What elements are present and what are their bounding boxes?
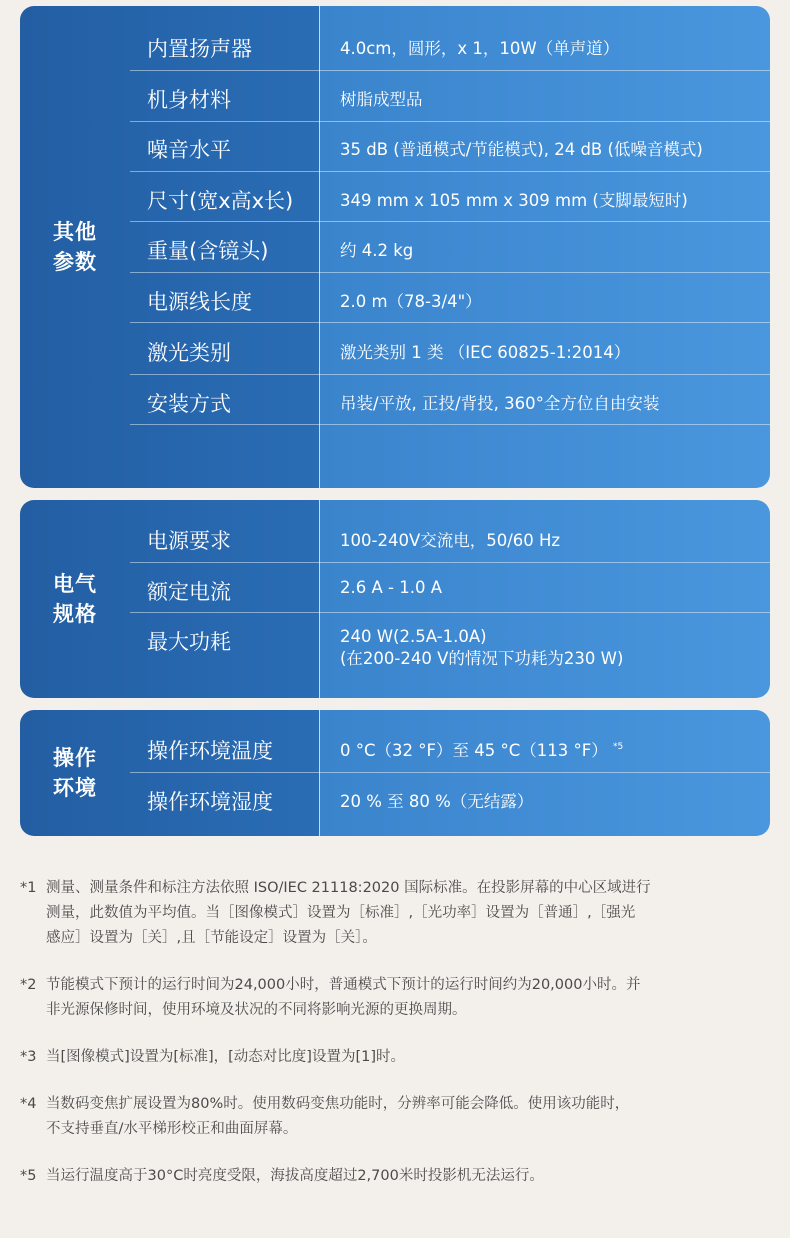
footnote-line: 非光源保修时间，使用环境及状况的不同将影响光源的更换周期。	[46, 1002, 467, 1018]
spec-value	[340, 737, 762, 761]
row-divider	[130, 424, 770, 425]
spec-label: 内置扬声器	[147, 37, 252, 61]
category-label: 其他 参数	[53, 220, 97, 274]
footnote-line: 不支持垂直/水平梯形校正和曲面屏幕。	[46, 1121, 298, 1137]
footnote-line: 节能模式下预计的运行时间为24,000小时，普通模式下预计的运行时间约为20,000小时。并	[46, 977, 641, 993]
row-divider	[130, 70, 770, 71]
column-divider	[319, 500, 320, 698]
spec-label: 最大功耗	[147, 630, 231, 654]
column-divider	[319, 6, 320, 488]
footnote-line: 当数码变焦扩展设置为80%时。使用数码变焦功能时，分辨率可能会降低。使用该功能时，	[46, 1096, 630, 1112]
footnote-number: *2	[20, 977, 37, 993]
spec-label: 操作环境湿度	[147, 790, 273, 814]
row-divider	[130, 374, 770, 375]
row-divider	[130, 121, 770, 122]
footnote-number: *5	[20, 1168, 37, 1184]
spec-value: 20 % 至 80 %（无结露）	[340, 792, 534, 811]
footnote-4	[20, 1092, 775, 1142]
spec-value: 吊装/平放, 正投/背投, 360°全方位自由安装	[340, 394, 660, 413]
footnotes	[20, 876, 775, 1211]
row-divider	[130, 322, 770, 323]
footnote-line: 测量，此数值为平均值。当［图像模式］设置为［标准］,［光功率］设置为［普通］,［强光	[46, 905, 636, 921]
row-divider	[130, 612, 770, 613]
row-divider	[130, 221, 770, 222]
column-divider	[319, 710, 320, 836]
spec-panel-electrical	[20, 500, 770, 698]
spec-value-line: 240 W(2.5A-1.0A)	[340, 627, 487, 646]
spec-label: 电源要求	[147, 529, 231, 553]
spec-value-line: (在200-240 V的情况下功耗为230 W)	[340, 649, 624, 668]
spec-label: 尺寸(宽x高x长)	[147, 189, 294, 213]
footnote-1	[20, 876, 775, 951]
spec-value: 约 4.2 kg	[340, 241, 414, 260]
spec-value: 35 dB (普通模式/节能模式), 24 dB (低噪音模式)	[340, 140, 703, 159]
footnote-5	[20, 1164, 775, 1189]
spec-value: 100-240V交流电，50/60 Hz	[340, 531, 561, 550]
spec-label: 安装方式	[147, 392, 231, 416]
spec-label: 操作环境温度	[147, 739, 273, 763]
spec-value	[340, 626, 762, 670]
footnote-number: *4	[20, 1096, 37, 1112]
spec-label: 电源线长度	[147, 290, 252, 314]
footnote-number: *3	[20, 1049, 37, 1065]
spec-value: 349 mm x 105 mm x 309 mm (支脚最短时)	[340, 191, 688, 210]
spec-value-text: 0 °C（32 °F）至 45 °C（113 °F）	[340, 741, 608, 760]
footnote-line: 当[图像模式]设置为[标准]，[动态对比度]设置为[1]时。	[46, 1049, 405, 1065]
category-label: 操作 环境	[53, 746, 97, 800]
row-divider	[130, 772, 770, 773]
spec-value: 4.0cm，圆形，x 1，10W（单声道）	[340, 39, 620, 58]
footnote-2	[20, 973, 775, 1023]
footnote-line: 测量、测量条件和标注方法依照 ISO/IEC 21118:2020 国际标准。在投影屏幕的中心区域进行	[46, 880, 651, 896]
spec-value: 2.6 A - 1.0 A	[340, 578, 442, 597]
spec-value: 2.0 m（78-3/4"）	[340, 292, 482, 311]
spec-panel-environment	[20, 710, 770, 836]
spec-label: 噪音水平	[147, 138, 231, 162]
footnote-ref: *5	[612, 742, 624, 752]
row-divider	[130, 171, 770, 172]
spec-label: 激光类别	[147, 341, 231, 365]
spec-label: 重量(含镜头)	[147, 239, 269, 263]
row-divider	[130, 272, 770, 273]
footnote-3	[20, 1045, 775, 1070]
spec-value: 激光类别 1 类 （IEC 60825-1:2014）	[340, 343, 631, 362]
footnote-line: 感应］设置为［关］,且［节能设定］设置为［关］。	[46, 930, 377, 946]
footnote-number: *1	[20, 880, 37, 896]
spec-label: 机身材料	[147, 88, 231, 112]
footnote-line: 当运行温度高于30°C时亮度受限，海拔高度超过2,700米时投影机无法运行。	[46, 1168, 544, 1184]
spec-value: 树脂成型品	[340, 90, 423, 109]
category-label: 电气 规格	[53, 572, 97, 626]
row-divider	[130, 562, 770, 563]
spec-panel-other	[20, 6, 770, 488]
spec-label: 额定电流	[147, 580, 231, 604]
